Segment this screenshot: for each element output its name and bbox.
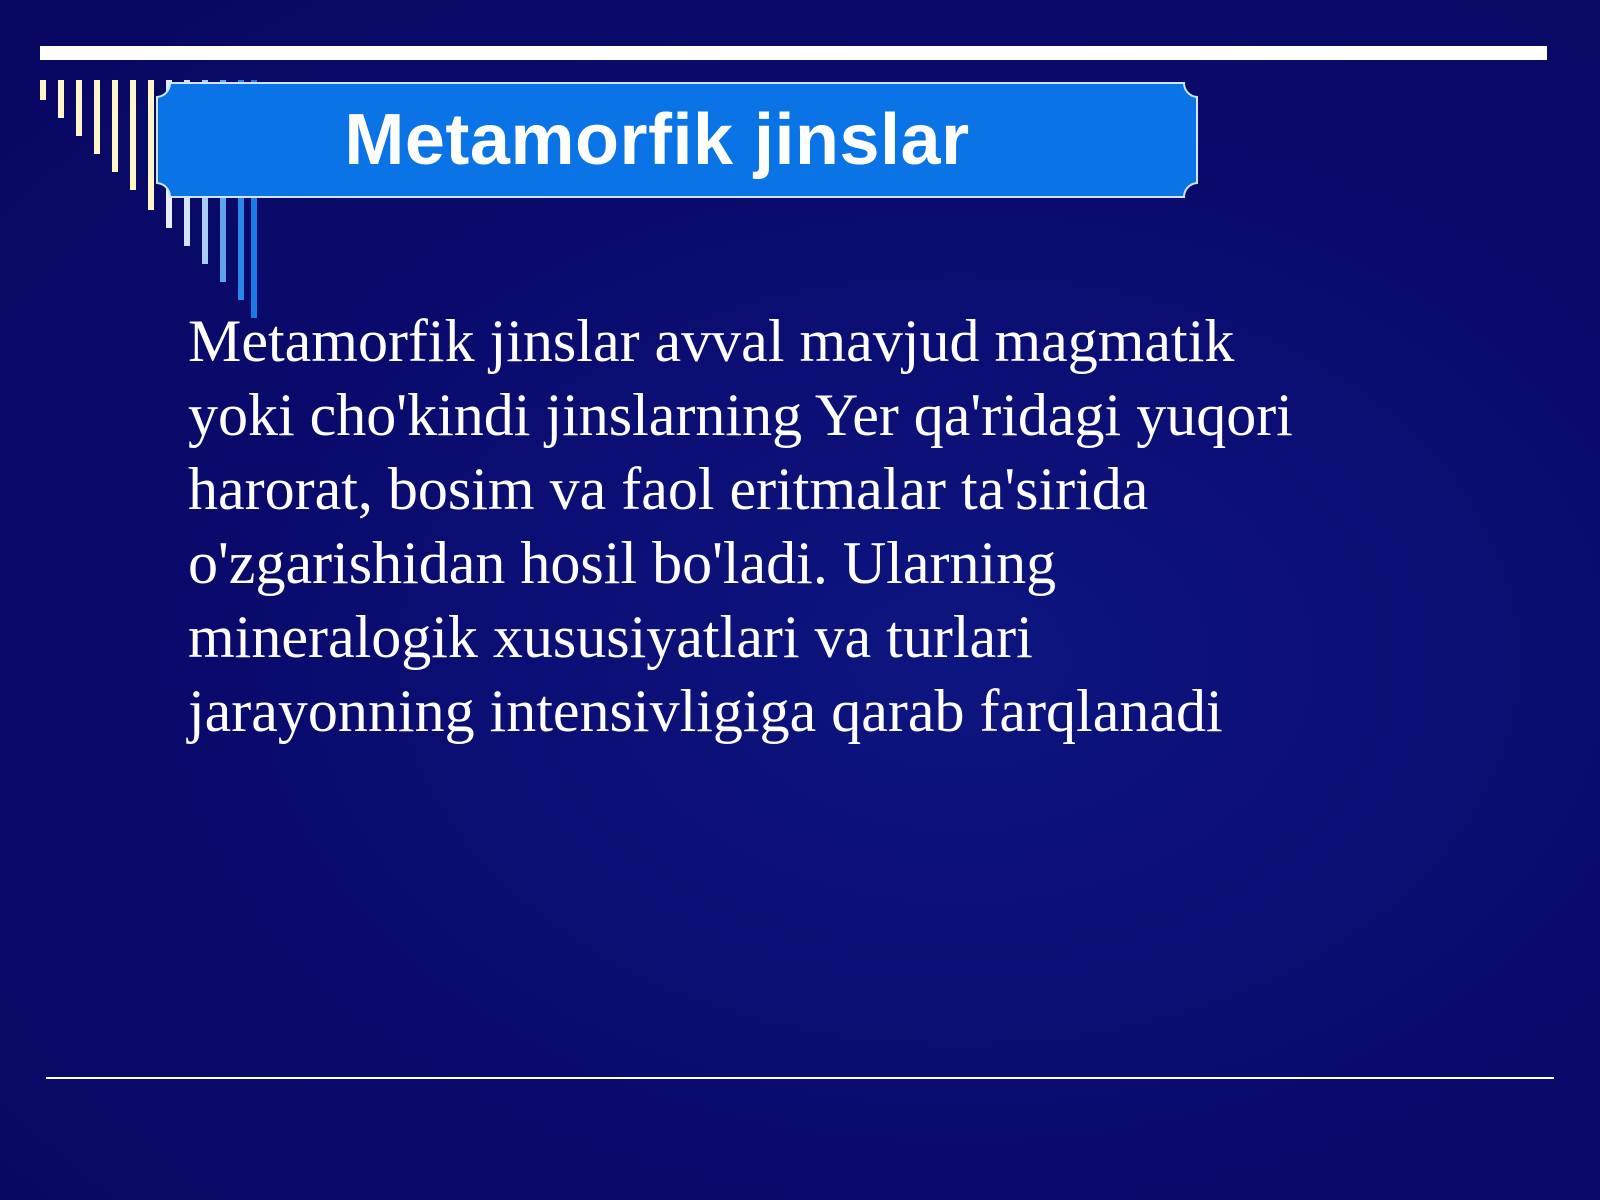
body-line: harorat, bosim va faol eritmalar ta'sirida bbox=[188, 456, 1149, 522]
body-line: Metamorfik jinslar avval mavjud magmatik bbox=[188, 308, 1235, 374]
body-line: mineralogik xususiyatlari va turlari bbox=[188, 604, 1033, 670]
body-line: jarayonning intensivligiga qarab farqlanadi bbox=[188, 678, 1223, 744]
body-paragraph bbox=[188, 304, 1368, 748]
bottom-divider bbox=[46, 1077, 1554, 1079]
slide-title: Metamorfik jinslar bbox=[344, 100, 970, 180]
body-line: yoki cho'kindi jinslarning Yer qa'ridagi yuqori bbox=[188, 382, 1293, 448]
body-line: o'zgarishidan hosil bo'ladi. Ularning bbox=[188, 530, 1057, 596]
title-banner bbox=[156, 82, 1198, 198]
